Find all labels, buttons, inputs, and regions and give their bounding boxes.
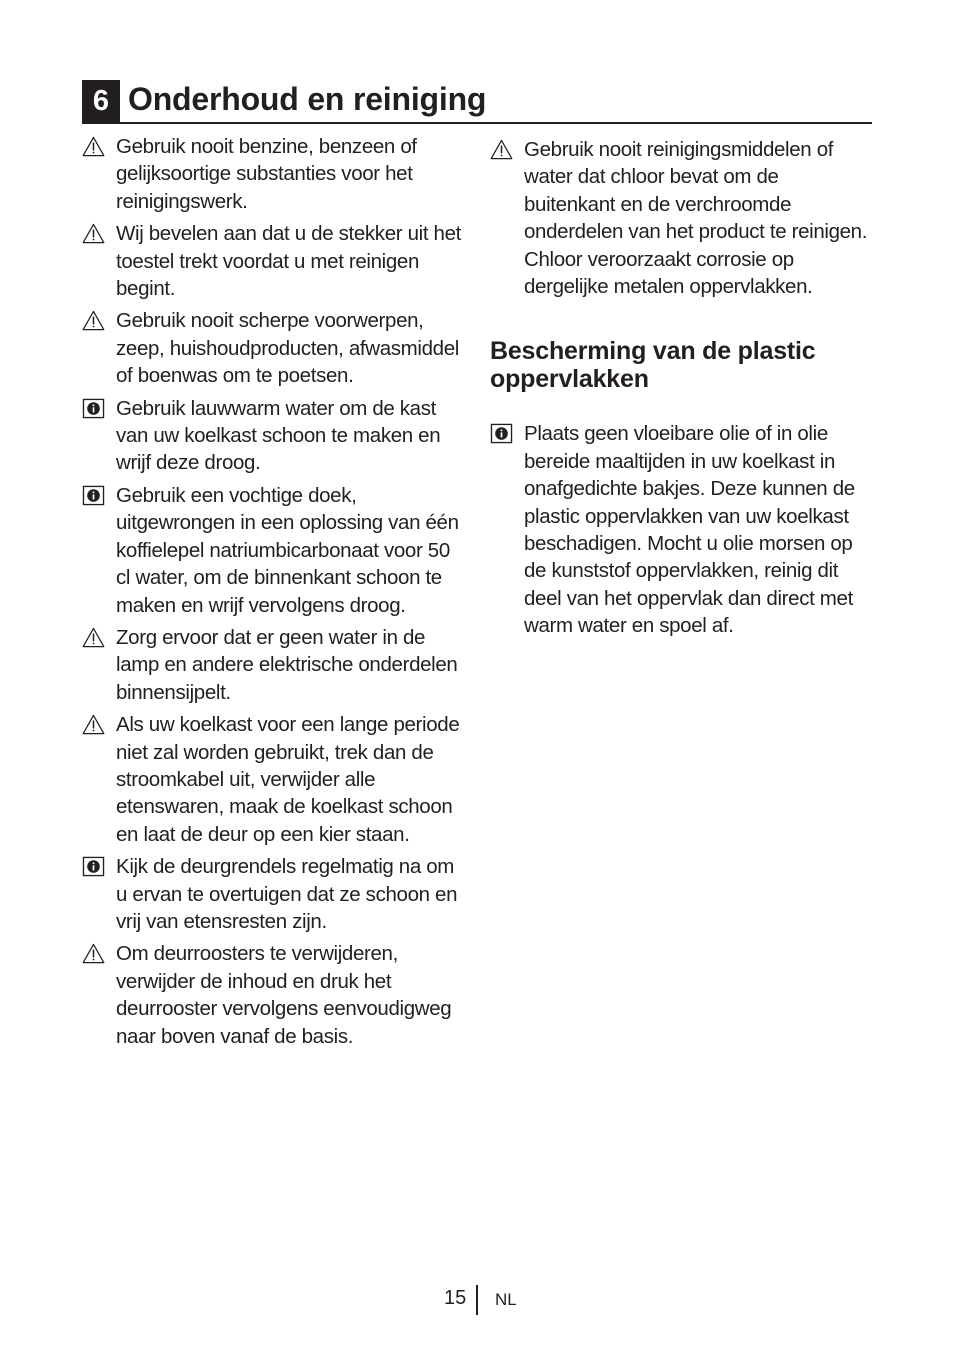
language-code: NL (495, 1290, 517, 1309)
item-text: Plaats geen vloeibare olie of in olie bereide maaltijden in uw koelkast in onafgedichte bakjes. Deze kunnen de plastic oppervlakken van uw koelkast beschadigen. Mocht u olie morsen op de kunststof oppervlakken, reinig dit deel van het oppervlak dan direct met warm water en spoel af. (524, 422, 855, 638)
info-icon (490, 423, 513, 444)
item-text: Gebruik lauwwarm water om de kast van uw koelkast schoon te maken en wrijf deze droog. (116, 396, 441, 475)
warning-icon (82, 223, 105, 244)
warning-icon (82, 943, 105, 964)
info-icon (82, 398, 105, 419)
list-item (82, 624, 467, 706)
item-text: Wij bevelen aan dat u de stekker uit het toestel trekt voordat u met reinigen begint. (116, 222, 461, 301)
list-item (82, 220, 467, 302)
item-text: Kijk de deurgrendels regelmatig na om u ervan te overtuigen dat ze schoon en vrij van etensresten zijn. (116, 855, 458, 933)
subheading: Bescherming van de plastic oppervlakken (490, 337, 816, 394)
item-text: Gebruik een vochtige doek, uitgewrongen in een oplossing van één koffielepel natriumbicarbonaat voor 50 cl water, om de binnenkant schoon te maken en wrijf vervolgens droog. (116, 483, 459, 617)
list-item (490, 136, 875, 300)
page-footer (0, 1285, 954, 1315)
list-item (82, 307, 467, 389)
item-text: Gebruik nooit scherpe voorwerpen, zeep, huishoudproducten, afwasmiddel of boenwas om te poetsen. (116, 309, 459, 388)
list-item (82, 853, 467, 935)
warning-icon (82, 627, 105, 648)
item-text: Zorg ervoor dat er geen water in de lamp en andere elektrische onderdelen binnensijpelt. (116, 625, 458, 704)
info-icon (82, 485, 105, 506)
page-number: 15 (444, 1287, 467, 1309)
warning-icon (490, 139, 513, 160)
info-icon (82, 856, 105, 877)
list-item (82, 482, 467, 619)
item-text: Gebruik nooit reinigingsmiddelen of water dat chloor bevat om de buitenkant en de verchroomde onderdelen van het product te reinigen. Chloor veroorzaakt corrosie op dergelijke metalen oppervlakken. (524, 138, 868, 299)
list-item (490, 420, 875, 639)
section-title: Onderhoud en reiniging (128, 81, 487, 117)
warning-icon (82, 136, 105, 157)
warning-icon (82, 714, 105, 735)
item-text: Om deurroosters te verwijderen, verwijder de inhoud en druk het deurrooster vervolgens eenvoudigweg naar boven vanaf de basis. (116, 942, 452, 1048)
warning-icon (82, 310, 105, 331)
item-text: Als uw koelkast voor een lange periode niet zal worden gebruikt, trek dan de stroomkabel uit, verwijder alle etenswaren, maak de koelkast schoon en laat de deur op een kier staan. (116, 713, 460, 846)
list-item (82, 940, 467, 1050)
list-item (82, 133, 467, 215)
section-number: 6 (82, 80, 120, 122)
right-column (490, 133, 875, 645)
left-column (82, 133, 467, 1055)
list-item (82, 395, 467, 477)
item-text: Gebruik nooit benzine, benzeen of gelijksoortige substanties voor het reinigingswerk. (116, 135, 417, 213)
footer-divider (476, 1285, 478, 1315)
section-header (82, 80, 872, 124)
list-item (82, 711, 467, 848)
